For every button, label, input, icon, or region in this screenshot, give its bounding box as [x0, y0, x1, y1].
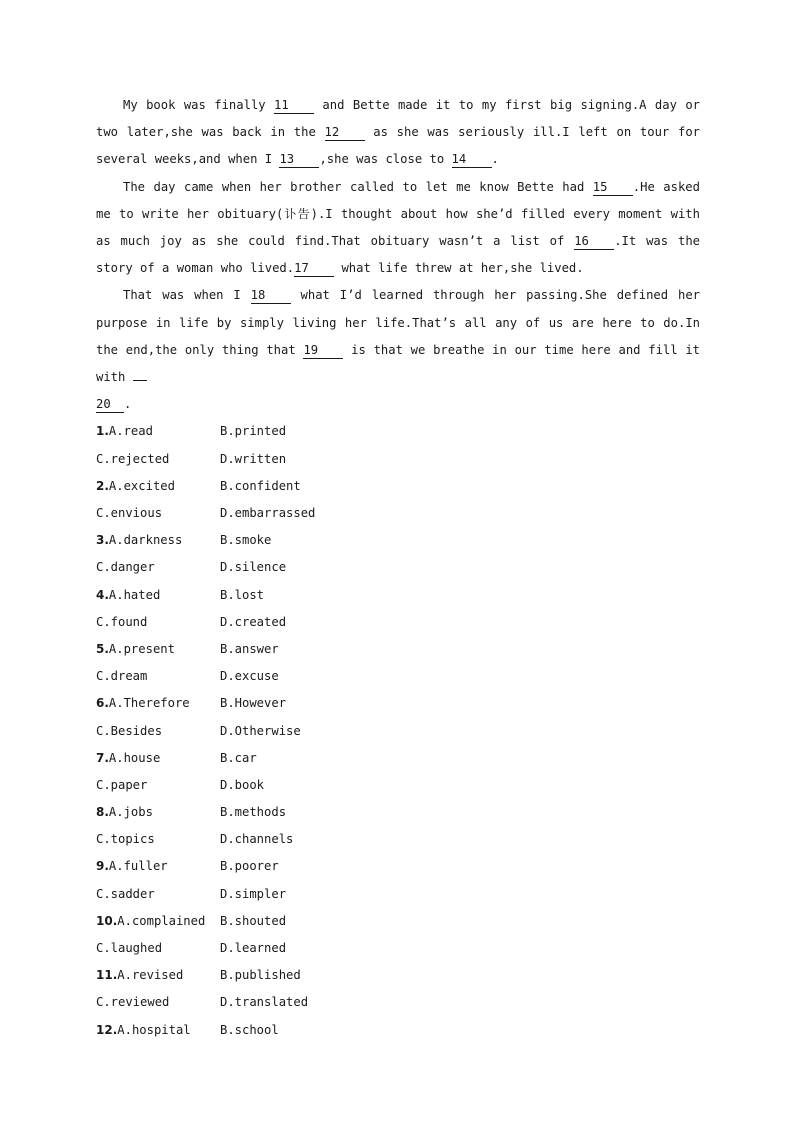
paragraph-2	[96, 174, 700, 283]
text: is that we breathe in our time here and fill it with	[96, 342, 700, 385]
option-a	[96, 418, 220, 445]
option-b: B.printed	[220, 424, 287, 439]
question-row	[96, 962, 700, 989]
option-b: B.school	[220, 1022, 279, 1037]
option-b: B.However	[220, 696, 287, 711]
option-b: B.methods	[220, 805, 287, 820]
option-a-text: A.complained	[117, 913, 206, 928]
option-b: B.shouted	[220, 913, 287, 928]
option-d: D.Otherwise	[220, 723, 301, 738]
option-a-text: A.darkness	[108, 533, 183, 548]
option-a-text: A.Therefore	[108, 696, 190, 711]
option-b: B.smoke	[220, 533, 272, 548]
option-d: D.channels	[220, 832, 294, 847]
text: .He asked me to write her obituary(讣告).I thought about how she’d filled every moment with as much joy as she could find.That obituary wasn’t a list of	[96, 179, 700, 249]
question-row	[96, 1017, 700, 1044]
blank-12: 12	[325, 124, 365, 141]
option-a	[96, 690, 220, 717]
blank-19: 19	[303, 342, 343, 359]
option-c: C.danger	[96, 560, 155, 575]
question-row	[96, 554, 700, 581]
option-a-text: A.revised	[117, 968, 184, 983]
text: .	[124, 397, 132, 412]
question-number: 5.	[96, 641, 109, 656]
option-b: B.poorer	[220, 859, 279, 874]
question-row	[96, 989, 700, 1016]
text: what life threw at her,she lived.	[334, 261, 584, 276]
option-a-text: A.hospital	[117, 1022, 191, 1037]
option-a	[96, 853, 220, 880]
question-row	[96, 418, 700, 445]
paragraph-3	[96, 282, 700, 418]
blank-17: 17	[294, 260, 334, 277]
option-a-text: A.jobs	[108, 805, 153, 820]
question-row	[96, 500, 700, 527]
option-d: D.created	[220, 614, 287, 629]
question-options	[96, 418, 700, 1043]
option-a	[96, 582, 220, 609]
option-b: B.car	[220, 750, 257, 765]
document-page	[96, 92, 700, 1044]
option-a-text: A.excited	[108, 478, 175, 493]
question-row	[96, 799, 700, 826]
text: The day came when her brother called to let me know Bette had	[123, 179, 593, 194]
option-c: C.sadder	[96, 886, 155, 901]
blank-20: 20	[96, 396, 124, 413]
blank-15: 15	[593, 179, 633, 196]
option-d: D.translated	[220, 995, 309, 1010]
option-a	[96, 636, 220, 663]
option-a-text: A.fuller	[108, 859, 168, 874]
option-b: B.confident	[220, 478, 301, 493]
option-a	[96, 473, 220, 500]
question-row	[96, 826, 700, 853]
option-a-text: A.hated	[108, 587, 161, 602]
question-row	[96, 690, 700, 717]
question-row	[96, 745, 700, 772]
option-a	[96, 962, 220, 989]
blank-13: 13	[279, 151, 319, 168]
question-row	[96, 473, 700, 500]
option-d: D.learned	[220, 941, 287, 955]
option-c: C.found	[96, 614, 148, 629]
option-a	[96, 908, 220, 935]
option-b: B.lost	[220, 587, 265, 602]
text: .It was the story of a woman who lived.	[96, 234, 700, 276]
option-a-text: A.present	[108, 641, 175, 656]
option-a-text: A.read	[108, 424, 153, 439]
option-c: C.laughed	[96, 941, 163, 955]
question-number: 10.	[96, 913, 118, 928]
question-number: 2.	[96, 478, 109, 493]
option-c: C.topics	[96, 832, 155, 847]
option-a	[96, 527, 220, 554]
option-b: B.published	[220, 968, 301, 983]
option-d: D.written	[220, 451, 287, 466]
option-a	[96, 799, 220, 826]
question-number: 7.	[96, 750, 109, 765]
question-row	[96, 609, 700, 636]
question-row	[96, 663, 700, 690]
text: what I’d learned through her passing.She defined her purpose in life by simply living her life.That’s all any of us are here to do.In the end,the only thing that	[96, 288, 700, 357]
question-number: 9.	[96, 859, 109, 874]
option-d: D.silence	[220, 560, 287, 575]
blank-16: 16	[574, 233, 614, 250]
option-a	[96, 1017, 220, 1044]
text: ,she was close to	[319, 152, 452, 167]
question-number: 1.	[96, 424, 109, 439]
option-c: C.paper	[96, 777, 148, 792]
option-d: D.embarrassed	[220, 506, 316, 520]
question-row	[96, 636, 700, 663]
option-c: C.reviewed	[96, 995, 170, 1010]
question-number: 11.	[96, 968, 118, 983]
option-a-text: A.house	[108, 750, 161, 765]
option-d: D.simpler	[220, 886, 287, 901]
text: .	[491, 152, 499, 167]
option-c: C.envious	[96, 506, 163, 520]
option-d: D.excuse	[220, 669, 279, 684]
question-row	[96, 527, 700, 554]
question-row	[96, 772, 700, 799]
question-number: 3.	[96, 533, 109, 548]
text: That was when I	[123, 288, 251, 303]
option-c: C.rejected	[96, 451, 170, 466]
option-c: C.Besides	[96, 723, 163, 738]
question-row	[96, 908, 700, 935]
question-row	[96, 853, 700, 880]
blank-11: 11	[274, 97, 314, 114]
option-a	[96, 745, 220, 772]
option-c: C.dream	[96, 669, 148, 684]
blank-20-start	[133, 380, 147, 381]
question-number: 8.	[96, 805, 109, 820]
option-d: D.book	[220, 777, 265, 792]
text: My book was finally	[123, 98, 275, 112]
question-number: 12.	[96, 1022, 118, 1037]
question-row	[96, 446, 700, 473]
text: and Bette made it to my first big signing.A day or two later,she was back in the	[96, 98, 700, 140]
question-number: 4.	[96, 587, 109, 602]
question-row	[96, 582, 700, 609]
blank-18: 18	[251, 287, 291, 304]
option-b: B.answer	[220, 641, 279, 656]
question-row	[96, 718, 700, 745]
question-row	[96, 881, 700, 908]
text: as she was seriously ill.I left on tour for several weeks,and when I	[96, 125, 700, 167]
paragraph-1	[96, 92, 700, 174]
question-row	[96, 935, 700, 962]
blank-14: 14	[452, 151, 492, 168]
question-number: 6.	[96, 696, 109, 711]
